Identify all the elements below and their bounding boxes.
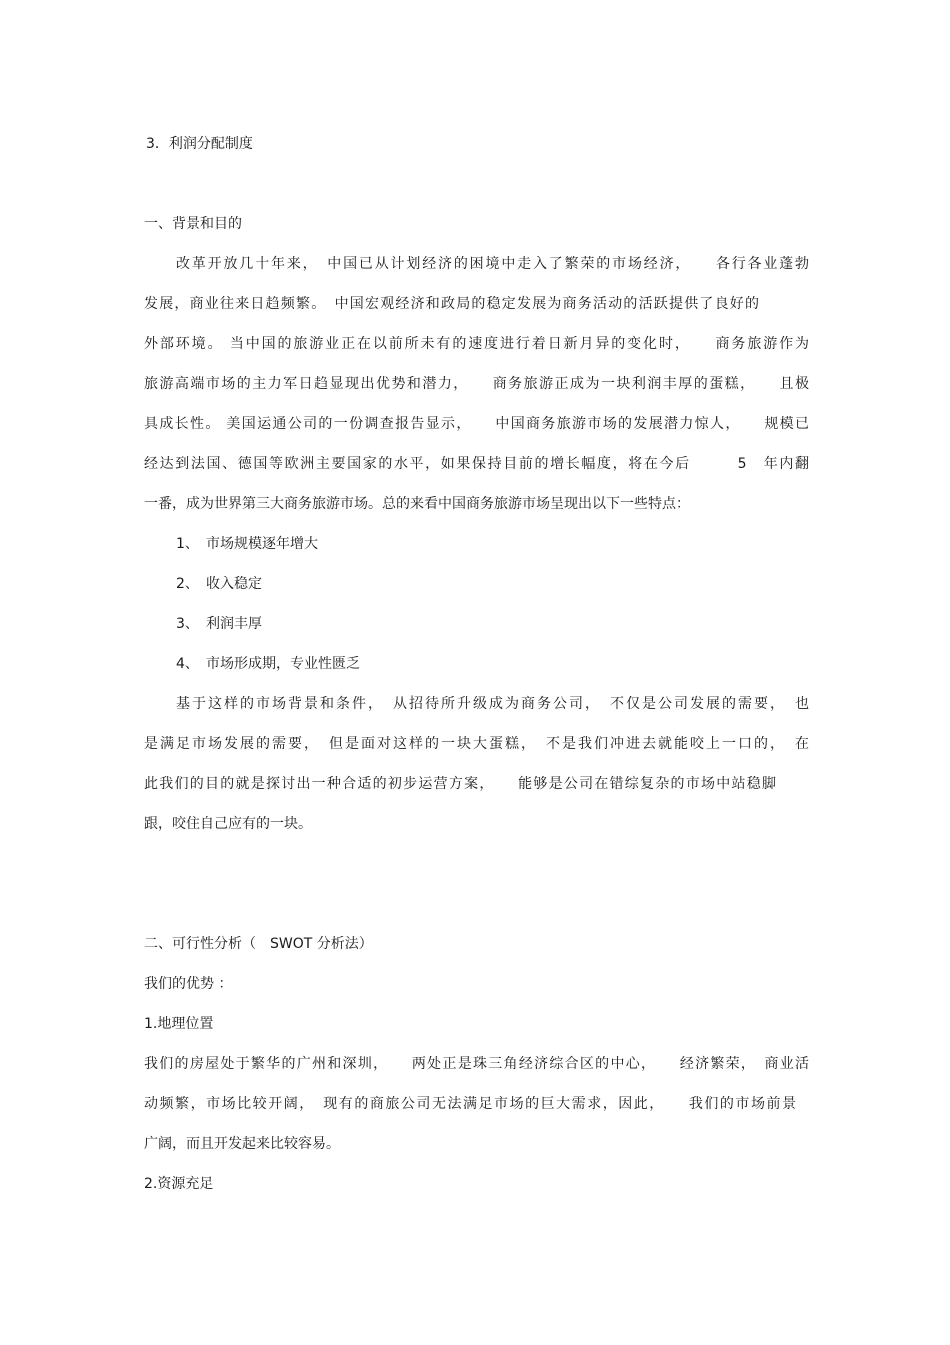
list-item-text: 市场规模逐年增大 <box>206 536 318 552</box>
paragraph-line: 动频繁，市场比较开阔， 现有的商旅公司无法满足市场的巨大需求，因此， 我们的市场前景 <box>144 1096 796 1112</box>
list-item <box>176 614 809 634</box>
list-item <box>176 574 809 594</box>
advantages-label: 我们的优势 ： <box>144 976 233 992</box>
paragraph-line: 旅游高端市场的主力军日趋显现出优势和潜力， 商务旅游正成为一块利润丰厚的蛋糕， 且极 <box>144 376 809 392</box>
list-item-number: 2、 <box>176 576 199 592</box>
list-item-text: 利润丰厚 <box>206 616 262 632</box>
list-item-text: 收入稳定 <box>206 576 262 592</box>
list-item-number: 3、 <box>176 616 199 632</box>
paragraph-line: 外部环境。 当中国的旅游业正在以前所未有的速度进行着日新月异的变化时， 商务旅游作为 <box>144 336 809 352</box>
paragraph-line: 基于这样的市场背景和条件， 从招待所升级成为商务公司， 不仅是公司发展的需要， 也 <box>176 696 809 712</box>
paragraph-line: 经达到法国、德国等欧洲主要国家的水平，如果保持目前的增长幅度，将在今后 5 年内翻 <box>144 456 809 472</box>
paragraph-line: 此我们的目的就是探讨出一种合适的初步运营方案， 能够是公司在错综复杂的市场中站稳脚 <box>144 776 776 792</box>
list-item-number: 1、 <box>176 536 199 552</box>
paragraph-line: 我们的房屋处于繁华的广州和深圳， 两处正是珠三角经济综合区的中心， 经济繁荣， 商业活 <box>144 1056 809 1072</box>
section-heading-background: 一、背景和目的 <box>144 216 242 232</box>
paragraph-line: 具成长性。 美国运通公司的一份调查报告显示， 中国商务旅游市场的发展潜力惊人， 规模已 <box>144 416 809 432</box>
paragraph-line: 一番，成为世界第三大商务旅游市场。总的来看中国商务旅游市场呈现出以下一些特点： <box>144 496 690 512</box>
list-item-text: 市场形成期，专业性匮乏 <box>206 656 360 672</box>
list-item <box>176 534 809 554</box>
item-title-location: 1.地理位置 <box>144 1016 214 1032</box>
paragraph-line: 是满足市场发展的需要， 但是面对这样的一块大蛋糕， 不是我们冲进去就能咬上一口的， 在 <box>144 736 809 752</box>
item-title-resources: 2.资源充足 <box>144 1176 214 1192</box>
paragraph-line: 改革开放几十年来， 中国已从计划经济的困境中走入了繁荣的市场经济， 各行各业蓬勃 <box>176 256 809 272</box>
paragraph-line: 广阔，而且开发起来比较容易。 <box>144 1136 340 1152</box>
section-heading-feasibility: 二、可行性分析（ SWOT 分析法） <box>144 936 373 952</box>
list-item-number: 4、 <box>176 656 199 672</box>
paragraph-line: 发展，商业往来日趋频繁。 中国宏观经济和政局的稳定发展为商务活动的活跃提供了良好的 <box>144 296 759 312</box>
paragraph-line: 跟，咬住自己应有的一块。 <box>144 816 312 832</box>
list-item <box>176 654 809 674</box>
document-title: 3．利润分配制度 <box>146 136 253 152</box>
